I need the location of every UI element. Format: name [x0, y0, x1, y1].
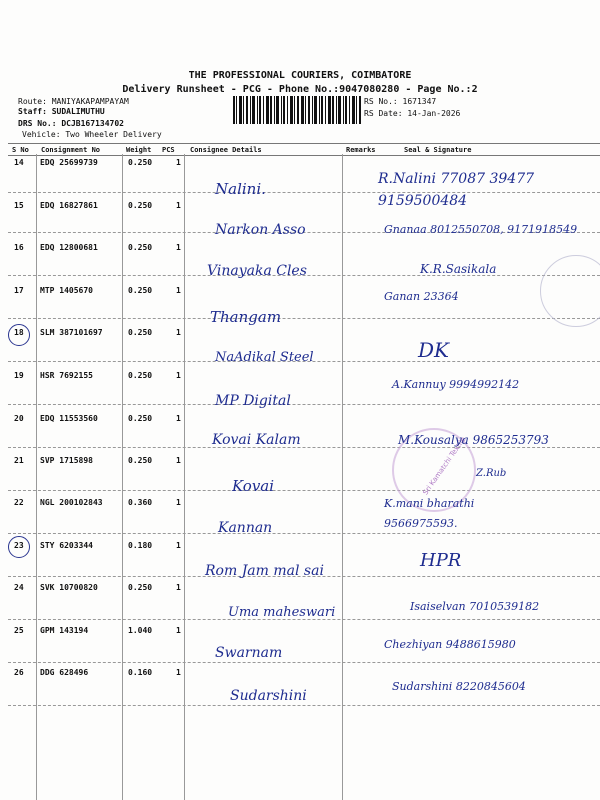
row-consignment-no: STY 6203344 [40, 541, 93, 550]
row-divider [8, 447, 600, 448]
row-weight: 0.250 [128, 414, 153, 423]
handwritten-consignee: Kovai [232, 477, 275, 495]
circle-mark [8, 536, 30, 558]
handwritten-signature: Gnanaa 8012550708, 9171918549 [384, 223, 578, 236]
handwritten-signature: Isaiselvan 7010539182 [410, 600, 540, 613]
row-weight: 0.250 [128, 158, 153, 167]
circle-mark [8, 324, 30, 346]
row-weight: 0.250 [128, 243, 153, 252]
row-sno: 19 [14, 371, 24, 380]
row-weight: 0.250 [128, 286, 153, 295]
table-row [0, 414, 600, 428]
route-label: Route: MANIYAKAPAMPAYAM [18, 97, 129, 106]
row-consignment-no: EDQ 25699739 [40, 158, 98, 167]
row-consignment-no: GPM 143194 [40, 626, 89, 635]
handwritten-signature: HPR [420, 550, 462, 571]
row-sno: 18 [14, 328, 24, 337]
row-sno: 24 [14, 583, 24, 592]
row-consignment-no: HSR 7692155 [40, 371, 93, 380]
row-consignment-no: SLM 387101697 [40, 328, 103, 337]
row-weight: 0.250 [128, 328, 153, 337]
row-pcs: 1 [176, 626, 181, 635]
company-title: THE PROFESSIONAL COURIERS, COIMBATORE [188, 70, 412, 81]
handwritten-consignee: Narkon Asso [215, 222, 306, 238]
row-sno: 23 [14, 541, 24, 550]
row-consignment-no: SVP 1715898 [40, 456, 93, 465]
handwritten-consignee: MP Digital [215, 393, 291, 409]
table-row [0, 286, 600, 300]
row-consignment-no: SVK 10700820 [40, 583, 98, 592]
row-pcs: 1 [176, 414, 181, 423]
row-pcs: 1 [176, 583, 181, 592]
handwritten-signature: K.R.Sasikala [420, 262, 497, 276]
runsheet-subtitle: Delivery Runsheet - PCG - Phone No.:9047080280 - Page No.:2 [122, 84, 478, 95]
handwritten-consignee: Kannan [218, 520, 273, 536]
handwritten-consignee: Swarnam [215, 645, 283, 661]
row-pcs: 1 [176, 328, 181, 337]
row-weight: 1.040 [128, 626, 153, 635]
row-sno: 20 [14, 414, 24, 423]
drs-number: DRS No.: DCJB167134702 [18, 119, 124, 128]
handwritten-consignee: Sudarshini [230, 688, 307, 704]
row-pcs: 1 [176, 456, 181, 465]
row-pcs: 1 [176, 498, 181, 507]
handwritten-consignee: Uma maheswari [228, 605, 336, 620]
handwritten-signature: M.Kousalya 9865253793 [398, 433, 549, 447]
col-weight: Weight [126, 146, 152, 154]
handwritten-signature: Sudarshini 8220845604 [392, 680, 526, 693]
row-divider [8, 662, 600, 663]
table-row [0, 541, 600, 555]
row-consignment-no: MTP 1405670 [40, 286, 93, 295]
handwritten-consignee: Rom Jam mal sai [205, 563, 324, 579]
row-consignment-no: NGL 200102843 [40, 498, 103, 507]
handwritten-consignee: Vinayaka Cles [207, 263, 307, 279]
row-divider [8, 490, 600, 491]
header-top-rule [8, 143, 600, 144]
table-row [0, 328, 600, 342]
handwritten-consignee: NaAdikal Steel [215, 350, 314, 365]
row-divider [8, 318, 600, 319]
col-remarks: Remarks [346, 146, 376, 154]
vehicle-label: Vehicle: Two Wheeler Delivery [22, 130, 162, 139]
rs-date: RS Date: 14-Jan-2026 [364, 109, 461, 118]
row-consignment-no: EDQ 16827861 [40, 201, 98, 210]
handwritten-signature: Ganan 23364 [384, 290, 459, 303]
row-consignment-no: DDG 628496 [40, 668, 89, 677]
row-sno: 15 [14, 201, 24, 210]
row-weight: 0.180 [128, 541, 153, 550]
row-consignment-no: EDQ 12800681 [40, 243, 98, 252]
header-bottom-rule [8, 155, 600, 156]
rs-number: RS No.: 1671347 [364, 97, 437, 106]
row-pcs: 1 [176, 201, 181, 210]
row-pcs: 1 [176, 668, 181, 677]
row-weight: 0.250 [128, 371, 153, 380]
col-seal-signature: Seal & Signature [404, 146, 472, 154]
row-sno: 25 [14, 626, 24, 635]
handwritten-signature: K.mani bharathi 9566975593. [384, 497, 475, 530]
row-sno: 22 [14, 498, 24, 507]
row-weight: 0.250 [128, 201, 153, 210]
row-consignment-no: EDQ 11553560 [40, 414, 98, 423]
stamp-mark [540, 255, 600, 327]
table-row [0, 456, 600, 470]
row-pcs: 1 [176, 371, 181, 380]
handwritten-signature: R.Nalini 77087 39477 9159500484 [378, 171, 535, 209]
row-pcs: 1 [176, 286, 181, 295]
row-sno: 17 [14, 286, 24, 295]
row-weight: 0.360 [128, 498, 153, 507]
row-weight: 0.250 [128, 583, 153, 592]
row-divider [8, 404, 600, 405]
row-pcs: 1 [176, 541, 181, 550]
handwritten-consignee: Thangam [210, 308, 282, 326]
row-sno: 14 [14, 158, 24, 167]
handwritten-consignee: Kovai Kalam [212, 432, 301, 448]
barcode-image [233, 96, 361, 124]
handwritten-signature: DK [418, 338, 449, 362]
row-sno: 21 [14, 456, 24, 465]
handwritten-signature: A.Kannuy 9994992142 [392, 378, 520, 391]
row-pcs: 1 [176, 158, 181, 167]
staff-label: Staff: SUDALIMUTHU [18, 107, 105, 116]
row-weight: 0.160 [128, 668, 153, 677]
table-row [0, 583, 600, 597]
table-row [0, 243, 600, 257]
handwritten-signature: Chezhiyan 9488615980 [384, 638, 516, 651]
row-divider [8, 705, 600, 706]
row-sno: 16 [14, 243, 24, 252]
col-pcs: PCS [162, 146, 175, 154]
row-sno: 26 [14, 668, 24, 677]
row-weight: 0.250 [128, 456, 153, 465]
handwritten-consignee: Nalini. [215, 180, 266, 198]
handwritten-signature: Z.Rub [476, 468, 507, 479]
company-seal-text: Sri Kamatchi Textile [421, 435, 468, 497]
col-consignment: Consignment No [41, 146, 101, 154]
col-sno: S No [12, 146, 29, 154]
col-consignee: Consignee Details [190, 146, 262, 154]
row-pcs: 1 [176, 243, 181, 252]
